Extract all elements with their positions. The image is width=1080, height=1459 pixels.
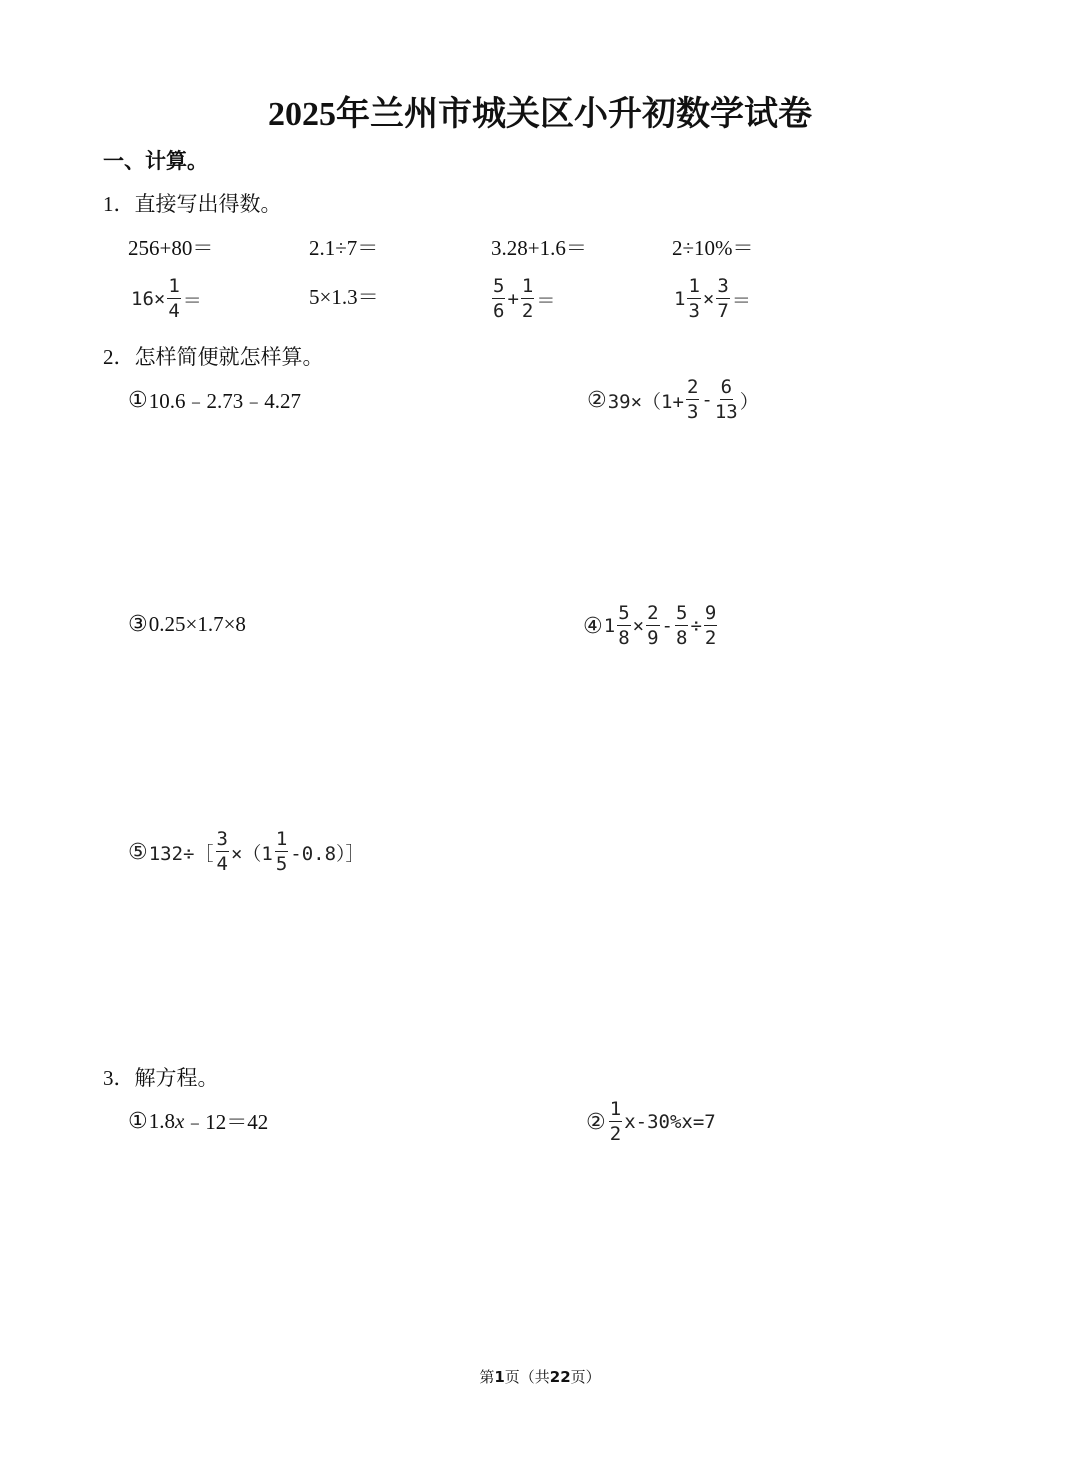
fraction (687, 277, 700, 321)
circled-number: ① (128, 387, 148, 413)
q2-expr-5 (128, 830, 365, 874)
expr-text: 39×（1+ (607, 390, 684, 413)
q2-expr-1 (128, 385, 301, 415)
expr-text: ×（1 (230, 842, 273, 865)
denominator: 4 (168, 300, 180, 322)
q2-expr-2 (587, 378, 759, 422)
page-title: 2025年兰州市城关区小升初数学试卷 (268, 96, 812, 133)
expr-text: ＝ (536, 289, 556, 312)
numerator: 9 (704, 602, 717, 624)
expr-text: -0.8）］ (290, 842, 365, 865)
expr-text: x-30%x=7 (624, 1111, 716, 1133)
fraction (167, 277, 180, 321)
expr-text: 1.8 (148, 1108, 175, 1133)
fraction (704, 604, 717, 648)
fraction (675, 604, 688, 648)
denominator: 4 (216, 853, 228, 875)
operator: - (661, 615, 673, 637)
numerator: 1 (609, 1098, 622, 1120)
q1-item-3: 3.28+1.6＝ (491, 236, 587, 260)
numerator: 3 (717, 275, 729, 297)
denominator: 6 (493, 300, 505, 322)
operator: - (701, 389, 713, 411)
fraction (716, 277, 729, 321)
q1-item-5 (131, 277, 202, 321)
circled-number: ② (586, 1109, 606, 1135)
expr-text: ＝ (182, 289, 202, 312)
question-3-label: 3．解方程。 (103, 1066, 219, 1090)
numerator: 1 (275, 828, 288, 850)
numerator: 1 (688, 275, 700, 297)
fraction (686, 378, 699, 422)
expr-text: ﹣12＝42 (184, 1110, 269, 1134)
circled-number: ④ (583, 613, 603, 639)
fraction (646, 604, 659, 648)
q2-expr-3 (128, 612, 246, 637)
q1-item-6: 5×1.3＝ (309, 285, 379, 309)
page-footer (0, 1366, 1080, 1387)
footer-text: 页（共 (504, 1368, 550, 1386)
footer-text: 页） (570, 1368, 601, 1386)
circled-number: ① (128, 1108, 148, 1134)
q1-item-7 (490, 277, 555, 321)
fraction (609, 1100, 622, 1144)
expr-text: ） (739, 390, 759, 413)
expr-text: 132÷［ (148, 842, 214, 865)
fraction (617, 604, 630, 648)
expr-text: ＝ (731, 289, 751, 312)
q1-item-1: 256+80＝ (128, 236, 214, 260)
denominator: 9 (647, 627, 659, 649)
q1-item-4: 2÷10%＝ (672, 236, 754, 260)
footer-text: 第 (479, 1368, 495, 1386)
numerator: 5 (676, 602, 688, 624)
whole-number: 1 (674, 288, 686, 310)
q3-equation-2 (586, 1100, 716, 1144)
operator: × (632, 615, 645, 637)
whole-number: 1 (603, 615, 616, 637)
fraction (275, 830, 288, 874)
circled-number: ⑤ (128, 839, 148, 865)
denominator: 2 (609, 1123, 622, 1145)
q1-item-8 (674, 277, 751, 321)
operator: × (702, 288, 715, 310)
denominator: 7 (717, 300, 729, 322)
operator: + (507, 288, 519, 310)
numerator: 2 (647, 602, 659, 624)
numerator: 3 (216, 828, 228, 850)
fraction (715, 378, 738, 422)
operator: ÷ (690, 615, 702, 637)
circled-number: ② (587, 387, 607, 413)
denominator: 3 (686, 401, 699, 423)
numerator: 1 (521, 275, 534, 297)
numerator: 2 (686, 376, 699, 398)
numerator: 5 (493, 275, 505, 297)
denominator: 8 (618, 627, 630, 649)
variable-x: x (174, 1108, 185, 1133)
expr-text: 16× (131, 288, 166, 310)
expr-text: 10.6﹣2.73﹣4.27 (148, 389, 301, 413)
total-pages: 22 (549, 1368, 571, 1386)
page-number: 1 (494, 1368, 505, 1386)
fraction (521, 277, 534, 321)
fraction (492, 277, 505, 321)
numerator: 5 (618, 602, 630, 624)
q2-expr-4 (583, 604, 719, 648)
denominator: 3 (688, 300, 700, 322)
fraction (216, 830, 229, 874)
question-1-label: 1．直接写出得数。 (103, 192, 282, 216)
denominator: 5 (275, 853, 288, 875)
circled-number: ③ (128, 612, 148, 637)
numerator: 1 (168, 275, 180, 297)
question-2-label: 2．怎样简便就怎样算。 (103, 345, 324, 369)
q1-item-2: 2.1÷7＝ (309, 236, 379, 260)
denominator: 2 (704, 627, 717, 649)
numerator: 6 (720, 376, 733, 398)
denominator: 8 (676, 627, 688, 649)
denominator: 13 (714, 401, 738, 423)
section-heading-calculation: 一、计算。 (103, 149, 208, 173)
q3-equation-1 (128, 1106, 268, 1136)
expr-text: 0.25×1.7×8 (148, 612, 246, 636)
denominator: 2 (521, 300, 534, 322)
